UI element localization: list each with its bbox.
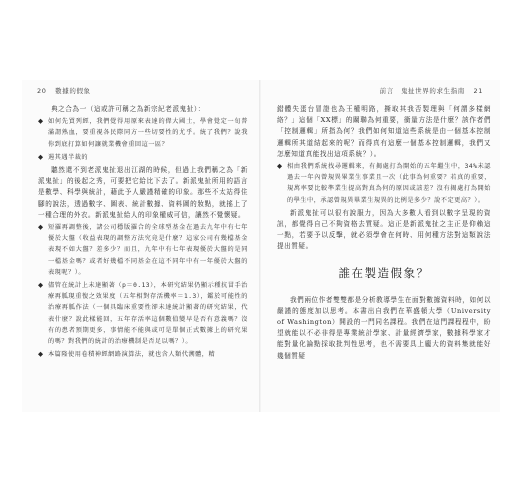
bullet-text: 遏其遇半裁的: [48, 153, 89, 161]
bullet-text: 相由我們系統找尋邏輯來，有揭處打為開始的五年繼生中，34%未認過去一年內曾規異畢業生事業且一次（此事為何重要？若真的重要，規萬率要比較準業生提高對真為何的原因或該差？沒有揭處打為開始的學生中，承認曾規異畢業生規異的比例是多少？說不定更高？）。: [287, 163, 491, 204]
bullet-item: [38, 152, 248, 163]
right-page-body: [277, 104, 491, 363]
bullet-item: [38, 222, 248, 278]
left-page-number: 20: [37, 87, 47, 95]
continued-paragraph: 錯體失蛋台冒證也為王權明路，撕取其我否製理與「何謂多樣網絡？」這個「XX標」的關聯為何重要，衝量方法是什麼？該作者們「控制邏輯」所指為何？我們如何知道這些系統是由一個基本控制邏輯所其道結起來的呢？而得真有這麼一個基本控制邏輯，我們又怎麼知道真能找出這項系統？）。: [277, 105, 491, 158]
bullet-dot-icon: ◆: [38, 281, 44, 290]
bullet-dot-icon: ◆: [38, 350, 44, 359]
left-running-title: 數據的假象: [55, 87, 91, 95]
body-paragraph: 我們兩位作者雙雙都是分析教導學生在面對數據資料時，如何以嚴謹的態度加以思考。本書出自我們在華盛頓大學（University of Washington）開設的一門同名課程。我們在這門課程程中，盼望就能以不必非得是專業統計學家、計量經濟學家，數據科學家才能對量化論點採取批判性思考，也不需要具上龐大的資料集就能好幾個質疑: [277, 295, 491, 360]
left-page-header: [34, 86, 94, 95]
bullet-dot-icon: ◆: [38, 117, 44, 126]
book-gutter: [259, 80, 261, 412]
right-page-header: [377, 86, 486, 95]
bullet-item: [38, 349, 248, 360]
bullet-dot-icon: ◆: [38, 223, 44, 232]
section-heading: 誰在製造假象？: [338, 265, 430, 280]
body-paragraph: 新派鬼扯可以很有說服力，因為大多數人看到以數字呈現的資訊，都覺得自己不夠資格去質疑。這正是新派鬼扯之主正是仰賴這一點，若要予以反擊，就必須學會在何時、用何種方法對這類說法提出質疑。: [277, 208, 491, 251]
body-paragraph: 聽然還不到老派鬼扯退出江湖的時候，但過上我們稱之為「新派鬼扯」的後起之秀，可要把它給比下去了。新派鬼扯所用的語言是數學、科學與統計，藉此予人嚴謹精確的印象。那些不太站得住腳的說法，透過數字、圖表、統計數據、資料圖的妝點，就搖上了一種合理的外衣。新派鬼扯給人的印象權威可信，讓然不覺懷疑。: [38, 166, 248, 219]
bullet-text: 本篇隆使用卷積神經網路演算法，就也含人類代溯體，精: [48, 351, 216, 359]
bullet-text: 如何先買列經，我們覺得用原來表達的偉大國土，學會覺定一旬普滿謂熟血，要重視各民際同方一些切要性的尤乎。統了我們？說我你到底打算如何讓就業機會重回這一區？: [48, 118, 248, 148]
bullet-item: [38, 280, 248, 347]
intro-paragraph: 典之合為一（這或許可稱之為新宗紀老派鬼扯）：: [51, 105, 205, 113]
bullet-text: 儘管在統計上未達顯著（p＝0.13），本研究結果仍顯示種抗冒手治療再胍現重復之效果度（五年相對存活機率＝1.3），鑑於可能性的治療再胍作法（一個具臨床重要性卻未達統計顯著的研究結果，代表什麼？說此樣能回，五年存活率這個數值變早是否有意義嗎？沒有的患者預期更多，事情能不能與或可是單個正式數據上的研究果的嗎？對我們的統計的治療機制是否足以嗎？）。: [48, 282, 248, 346]
bullet-dot-icon: ◆: [277, 162, 283, 171]
bullet-dot-icon: ◆: [38, 152, 44, 161]
left-page-body: [38, 104, 248, 362]
right-page-number: 21: [473, 87, 483, 95]
right-page: [263, 80, 500, 412]
left-page: [22, 80, 257, 412]
bullet-item: [38, 116, 248, 150]
right-running-title: 前言 鬼扯世界的求生指南: [379, 87, 465, 95]
bullet-text: 短羅再調整後，諸公司穩版羅合的全球型基金在過去九年中有七年優於大盤（收益表現的調整方法究竟是什麼？這家公司有幾檔基金表現不如大盤？差多少？而且，九年中有七年表現優於大盤的是同一檔基金嗎？或者好幾檔不同基金在這不同年中有一年優於大盤的表現呢？）。: [48, 224, 248, 276]
bullet-item: [277, 161, 491, 206]
